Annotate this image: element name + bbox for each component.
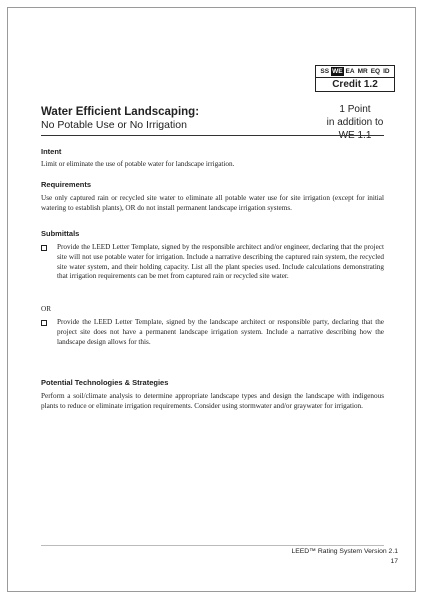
checkbox-icon [41, 245, 47, 251]
footer-divider [41, 545, 384, 546]
category-mr: MR [357, 68, 368, 75]
category-row [316, 66, 394, 78]
category-ss: SS [320, 68, 330, 75]
category-we: WE [332, 68, 343, 75]
strategies-text: Perform a soil/climate analysis to determine appropriate landscape types and design the landscape with indigenous plants to reduce or eliminate irrigation requirements. Consider using stormwater and/or graywater for irrigation. [41, 392, 384, 410]
category-ea: EA [345, 68, 355, 75]
page-title: Water Efficient Landscaping: [41, 106, 200, 118]
credit-label: Credit 1.2 [332, 79, 378, 90]
submittal-item-1-text: Provide the LEED Letter Template, signed by the responsible architect and/or engineer, declaring that the project site will not use potable water for irrigation. Include a narrative describing the captured rain system, the recycled site water system, and their holding capacity. List all the plant species used. Include calculations demonstrating that irrigation requirements can be met from captured rain or recycled site water. [57, 243, 384, 281]
intent-heading: Intent [41, 147, 62, 156]
points-info [315, 103, 395, 142]
page-number: 17 [390, 558, 398, 565]
category-id: ID [383, 68, 390, 75]
points-line-2: in addition to [326, 117, 384, 128]
page-frame [7, 7, 416, 592]
intent-text: Limit or eliminate the use of potable water for landscape irrigation. [41, 160, 235, 168]
submittal-item-2-text: Provide the LEED Letter Template, signed by the landscape architect or responsible party, declaring that the project site does not have a permanent landscape irrigation system. Include a narrative describing how the landscape design allows for this. [57, 318, 384, 346]
submittal-item-1 [41, 243, 384, 282]
submittal-item-2 [41, 318, 384, 347]
submittals-heading: Submittals [41, 229, 80, 238]
or-label: OR [41, 305, 51, 313]
credit-box [315, 65, 395, 92]
page-subtitle: No Potable Use or No Irrigation [41, 119, 187, 131]
checkbox-icon [41, 320, 47, 326]
requirements-heading: Requirements [41, 180, 92, 189]
footer-text: LEED™ Rating System Version 2.1 [291, 548, 398, 555]
points-line-1: 1 Point [339, 104, 371, 115]
category-eq: EQ [370, 68, 381, 75]
title-divider [41, 135, 384, 136]
requirements-text: Use only captured rain or recycled site water to eliminate all potable water use for site irrigation (except for initial watering to establish plants), OR do not install permanent landscape irrigation systems. [41, 194, 384, 212]
strategies-heading: Potential Technologies & Strategies [41, 378, 169, 387]
